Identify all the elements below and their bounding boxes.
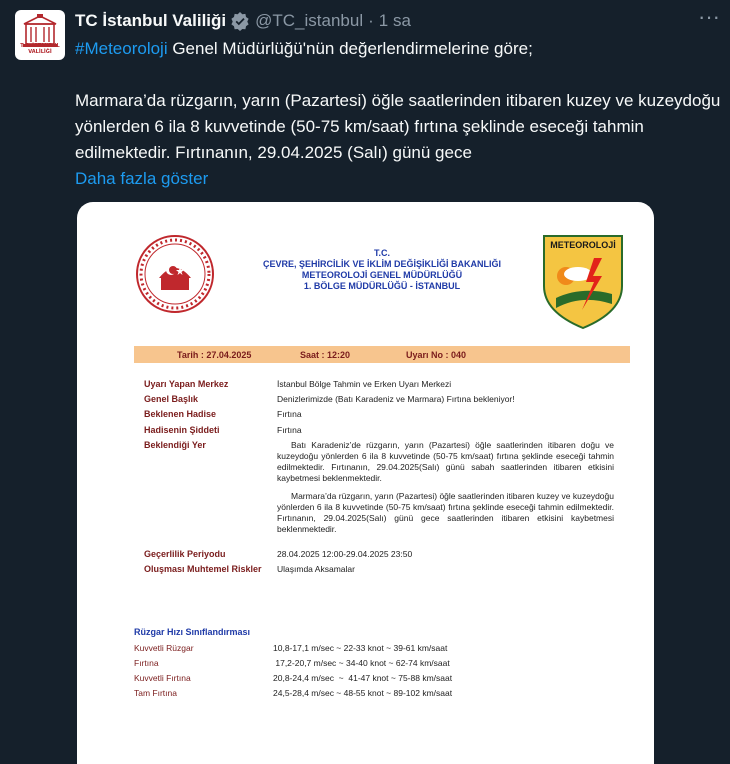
time-label: Saat : 12:20 <box>300 350 351 360</box>
value-event: Fırtına <box>277 409 302 419</box>
value-place-paragraph-1: Batı Karadeniz’de rüzgarın, yarın (Pazartesi) öğle saatlerinden itibaren doğu ve kuzeydoğu yönlerden 6 ila 8 kuvvetinde (50-75 km/saat) fırtına şeklinde eseceği tahmin edilmektedir. Fırtınanın, 29.04.2025(Salı) günü sabah saatlerinden itibaren etkisini kaybetmesi beklenmektedir. <box>277 440 614 483</box>
org-line-4: 1. BÖLGE MÜDÜRLÜĞÜ - İSTANBUL <box>303 281 461 291</box>
organization-header <box>237 248 527 292</box>
value-center: İstanbul Bölge Tahmin ve Erken Uyarı Merkezi <box>277 379 452 389</box>
separator-dot: · <box>368 11 374 30</box>
tweet-header <box>75 9 411 33</box>
label-title: Genel Başlık <box>144 394 199 404</box>
value-place-paragraph-2: Marmara’da rüzgarın, yarın (Pazartesi) öğle saatlerinden itibaren kuzey ve kuzeydoğu yönlerden 6 ila 8 kuvvetinde (50-75 km/saat) fırtına şeklinde eseceği tahmin edilmektedir. Fırtınanın, 29.04.2025(Salı) günü gece saatlerinden itibaren etkisini kaybetmesi beklenmektedir. <box>277 491 614 534</box>
class-value: 24,5-28,4 m/sec ~ 48-55 knot ~ 89-102 km/saat <box>273 688 453 698</box>
warning-number: Uyarı No : 040 <box>406 350 467 360</box>
value-validity: 28.04.2025 12:00-29.04.2025 23:50 <box>277 549 413 559</box>
warning-info-band <box>134 346 630 363</box>
tweet-line-1: Genel Müdürlüğü'nün değerlendirmelerine göre; <box>167 39 533 58</box>
label-validity: Geçerlilik Periyodu <box>144 549 226 559</box>
label-severity: Hadisenin Şiddeti <box>144 425 220 435</box>
class-value: 20,8-24,4 m/sec ~ 41-47 knot ~ 75-88 km/saat <box>273 673 453 683</box>
meteoroloji-logo-icon <box>542 234 624 330</box>
verified-badge-icon <box>230 11 250 31</box>
hashtag-link[interactable]: #Meteoroloji <box>75 39 168 58</box>
value-severity: Fırtına <box>277 425 302 435</box>
more-icon[interactable]: ··· <box>698 4 720 29</box>
class-name: Kuvvetli Fırtına <box>134 673 191 683</box>
tweet-text <box>75 36 725 192</box>
class-name: Fırtına <box>134 658 159 668</box>
logo-text: METEOROLOJİ <box>550 240 616 250</box>
org-line-1: T.C. <box>373 248 390 258</box>
label-event: Beklenen Hadise <box>144 409 217 419</box>
label-center: Uyarı Yapan Merkez <box>144 379 229 389</box>
class-value: 17,2-20,7 m/sec ~ 34-40 knot ~ 62-74 km/saat <box>273 658 450 668</box>
class-value: 10,8-17,1 m/sec ~ 22-33 knot ~ 39-61 km/saat <box>273 643 448 653</box>
org-line-2: ÇEVRE, ŞEHİRCİLİK VE İKLİM DEĞİŞİKLİĞİ BAKANLIĞI <box>262 259 502 269</box>
label-risks: Oluşması Muhtemel Riskler <box>144 564 262 574</box>
label-place: Beklendiği Yer <box>144 440 206 450</box>
class-name: Tam Fırtına <box>134 688 177 698</box>
tweet-body: Marmara’da rüzgarın, yarın (Pazartesi) öğle saatlerinden itibaren kuzey ve kuzeydoğu yönlerden 6 ila 8 kuvvetinde (50-75 km/saat) fırtına şeklinde eseceği tahmin edilmektedir. Fırtınanın, 29.04.2025 (Salı) günü gece <box>75 91 721 162</box>
avatar-caption: T.C. İSTANBUL VALİLİĞİ <box>20 43 60 55</box>
value-risks: Ulaşımda Aksamalar <box>277 564 355 574</box>
date-label: Tarih : 27.04.2025 <box>177 350 252 360</box>
org-line-3: METEOROLOJİ GENEL MÜDÜRLÜĞÜ <box>301 270 463 280</box>
value-title: Denizlerimizde (Batı Karadeniz ve Marmara) Fırtına bekleniyor! <box>277 394 515 404</box>
ministry-seal-icon <box>135 234 215 314</box>
class-name: Kuvvetli Rüzgar <box>134 643 194 653</box>
attached-image[interactable] <box>77 202 654 764</box>
display-name[interactable]: TC İstanbul Valiliği <box>75 11 227 30</box>
timestamp[interactable]: 1 sa <box>378 11 411 30</box>
show-more-link[interactable]: Daha fazla göster <box>75 169 209 188</box>
avatar[interactable] <box>15 10 65 60</box>
classification-title: Rüzgar Hızı Sınıflandırması <box>134 627 251 637</box>
handle[interactable]: @TC_istanbul <box>255 11 364 30</box>
